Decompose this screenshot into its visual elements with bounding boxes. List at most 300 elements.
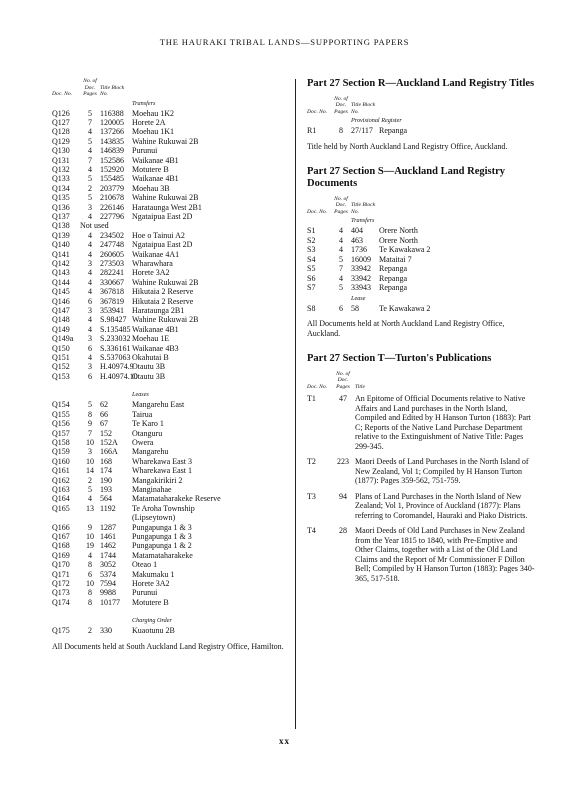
table-cell: Manginahae <box>132 484 172 494</box>
table-cell: 210678 <box>100 193 124 203</box>
table-cell: S8 <box>307 303 316 313</box>
table-cell: Q157 <box>52 428 70 438</box>
table-cell: Q126 <box>52 108 70 118</box>
table-cell: Q161 <box>52 466 70 476</box>
table-cell: Hikutaia 2 Reserve <box>132 296 194 306</box>
table-cell: 5 <box>88 174 92 184</box>
table-row <box>52 240 284 249</box>
table-cell: 3052 <box>100 560 116 570</box>
table-cell: 7 <box>88 117 92 127</box>
table-cell: 234502 <box>100 230 124 240</box>
col-title: Title <box>355 383 365 390</box>
section-r-note: Title held by North Auckland Land Registry Office, Auckland. <box>307 141 508 151</box>
table-cell: 5 <box>88 400 92 410</box>
table-cell: 4 <box>88 127 92 137</box>
table-cell: S5 <box>307 264 316 273</box>
table-cell: 2 <box>88 626 92 636</box>
table-cell: Q154 <box>52 400 70 410</box>
table-row <box>52 287 284 296</box>
table-cell: Te Kawakawa 2 <box>379 245 431 254</box>
table-row <box>52 278 284 287</box>
table-cell: 1287 <box>100 522 116 532</box>
table-cell: 137266 <box>100 127 124 137</box>
table-cell: 193 <box>100 484 112 494</box>
table-cell: Pungapunga 1 & 3 <box>132 522 192 532</box>
col-doc-pages: No. of Doc. Pages <box>336 370 350 390</box>
table-cell: 6 <box>88 569 92 579</box>
table-cell: 3 <box>88 306 92 316</box>
table-cell: R1 <box>307 126 317 135</box>
table-cell: Repanga <box>379 283 407 292</box>
table-cell: 5 <box>88 193 92 203</box>
section-r-headers <box>307 96 535 116</box>
table-cell: Purunui <box>132 146 158 156</box>
col-doc-pages: No. of Doc. Pages <box>334 95 348 115</box>
table-cell: Kuaotunu 2B <box>132 626 175 636</box>
table-cell: Wharekawa East 1 <box>132 466 192 476</box>
table-cell: Q139 <box>52 230 70 240</box>
table-row <box>52 579 284 588</box>
table-cell: Q135 <box>52 193 70 203</box>
table-cell: 3 <box>88 362 92 372</box>
table-cell: 10 <box>86 579 94 588</box>
table-cell: 152586 <box>100 155 124 165</box>
table-cell: 190 <box>100 475 112 485</box>
table-cell: 4 <box>88 277 92 287</box>
table-cell: Mangarehu East <box>132 400 185 410</box>
running-header: THE HAURAKI TRIBAL LANDS—SUPPORTING PAPERS <box>159 37 410 47</box>
table-cell: 273503 <box>100 259 124 268</box>
table-cell: 7 <box>339 264 343 273</box>
table-row <box>52 127 284 136</box>
table-cell: An Epitome of Official Documents relative to Native Affairs and Land purchases in the North Island, Compiled and Edited by H Hanson Turton (1883): Part C; Reports of the Native Land Purchase Department relative to the Extinguishment of Native Title: Pages 299-345. <box>355 394 531 451</box>
table-cell: Q156 <box>52 419 70 429</box>
table-cell: T2 <box>307 457 316 466</box>
table-row <box>52 137 284 146</box>
table-cell: 28 <box>339 526 347 535</box>
section-r-title: Part 27 Section R—Auckland Land Registry Titles <box>307 78 535 89</box>
table-cell: Purunui <box>132 588 158 598</box>
table-cell: Repanga <box>379 264 407 273</box>
table-cell: Q171 <box>52 569 70 579</box>
table-cell: 27/117 <box>351 126 373 135</box>
table-cell: Mataitai 7 <box>379 254 412 264</box>
table-row <box>307 457 535 486</box>
table-cell: Motutere B <box>132 597 169 607</box>
table-cell <box>100 513 132 522</box>
col-doc-no: Doc. No. <box>307 108 328 115</box>
table-cell: Orere North <box>379 235 418 245</box>
section-s-rows-lease <box>307 304 535 314</box>
table-cell: 6 <box>88 371 92 381</box>
table-cell: Owera <box>132 437 154 447</box>
table-cell: Hikutaia 2 Reserve <box>132 287 194 297</box>
table-cell: Waikanae 4B3 <box>132 343 179 353</box>
table-cell: 9 <box>88 522 92 532</box>
table-cell: 146839 <box>100 146 124 156</box>
col-doc-no: Doc. No. <box>52 91 73 97</box>
table-cell: 247748 <box>100 240 124 250</box>
table-cell: 4 <box>88 494 92 504</box>
table-cell: 7 <box>88 428 92 438</box>
table-cell: Q173 <box>52 588 70 598</box>
table-cell: Q136 <box>52 202 70 212</box>
table-cell: 4 <box>88 230 92 240</box>
table-cell: T4 <box>307 526 316 535</box>
table-cell: Waikanae 4B1 <box>132 324 179 334</box>
table-cell: T3 <box>307 491 316 501</box>
table-cell: Q143 <box>52 268 70 278</box>
table-cell: 226146 <box>100 202 124 212</box>
table-cell <box>100 221 132 230</box>
table-cell: 282241 <box>100 268 124 278</box>
table-cell: Q147 <box>52 306 70 316</box>
table-row <box>52 457 284 466</box>
table-row <box>52 353 284 362</box>
table-cell: Moehau 3B <box>132 183 170 193</box>
group-gap <box>52 607 284 615</box>
table-cell: 404 <box>351 226 363 235</box>
table-row <box>307 264 535 274</box>
table-cell: 3 <box>88 202 92 212</box>
table-cell: Plans of Land Purchases in the North Island of New Zealand; Vol 1, Province of Auckland (1877): Plans referring to Coromandel, Hauraki and Piako Districts. <box>355 491 528 520</box>
table-row <box>52 438 284 447</box>
table-cell: 4 <box>88 240 92 250</box>
table-row <box>307 304 535 314</box>
table-cell: 62 <box>100 400 108 410</box>
table-row <box>52 259 284 268</box>
table-row <box>52 325 284 334</box>
table-cell: Q164 <box>52 494 70 504</box>
table-cell: Orere North <box>379 226 418 235</box>
table-row <box>307 492 535 521</box>
table-cell: 463 <box>351 235 363 245</box>
table-cell: 4 <box>88 315 92 325</box>
table-row <box>52 532 284 541</box>
table-row <box>52 297 284 306</box>
table-cell: S1 <box>307 226 316 235</box>
table-cell: Q172 <box>52 579 70 588</box>
table-cell: Q132 <box>52 164 70 174</box>
table-cell: 8 <box>88 597 92 607</box>
table-cell: 47 <box>339 394 347 403</box>
table-cell: Oteao 1 <box>132 560 158 570</box>
table-row <box>52 221 284 230</box>
col-title-block: Title Block No. <box>100 84 125 97</box>
table-row <box>52 315 284 324</box>
table-cell: 5 <box>339 283 343 292</box>
table-cell: Moehau 1E <box>132 334 170 344</box>
table-cell: 152920 <box>100 164 124 174</box>
section-t <box>307 353 535 583</box>
table-cell: Ngataipua East 2D <box>132 211 193 221</box>
table-cell: Okahutai B <box>132 353 169 363</box>
table-row <box>52 193 284 202</box>
table-cell: 2 <box>88 183 92 193</box>
table-cell: 4 <box>339 226 343 235</box>
table-row <box>52 109 284 118</box>
table-cell: Q149 <box>52 324 70 334</box>
table-cell: Ngataipua East 2D <box>132 240 193 250</box>
table-cell: S6 <box>307 273 316 283</box>
table-cell <box>80 513 100 522</box>
table-cell: Matamataharakeke <box>132 550 193 560</box>
table-cell: 4 <box>339 235 343 245</box>
table-cell: 330 <box>100 626 112 636</box>
table-cell: 1744 <box>100 550 116 560</box>
table-row <box>307 283 535 293</box>
table-cell: 4 <box>339 273 343 283</box>
table-row <box>52 250 284 259</box>
table-cell: Q169 <box>52 550 70 560</box>
table-row <box>52 551 284 560</box>
group-label: Transfers <box>132 99 156 107</box>
section-s-sublabel-lease: Lease <box>351 294 366 302</box>
table-cell: Makumaku 1 <box>132 569 175 579</box>
table-cell: Repanga <box>379 273 407 283</box>
table-cell: 8 <box>88 560 92 570</box>
table-cell: Pungapunga 1 & 3 <box>132 531 192 541</box>
table-cell: S.233032 <box>100 334 131 344</box>
group-gap <box>52 381 284 389</box>
table-row <box>52 560 284 569</box>
table-cell: 155485 <box>100 174 124 184</box>
page-number: xx <box>279 736 290 746</box>
table-cell: 7 <box>88 155 92 165</box>
table-cell: Horete 3A2 <box>132 268 170 278</box>
table-cell: Q134 <box>52 183 70 193</box>
table-row <box>52 429 284 438</box>
table-cell: Wahine Rukuwai 2B <box>132 315 199 325</box>
table-cell: Horete 2A <box>132 117 166 127</box>
table-row <box>307 245 535 255</box>
table-row <box>307 526 535 583</box>
table-cell: Q144 <box>52 277 70 287</box>
table-cell: 4 <box>88 211 92 221</box>
table-cell: S.98427 <box>100 315 127 325</box>
table-cell: Q167 <box>52 531 70 541</box>
table-cell <box>52 513 80 522</box>
table-cell: Moehau 1K2 <box>132 108 174 118</box>
table-row <box>52 476 284 485</box>
table-cell: 330667 <box>100 277 124 287</box>
table-cell: S7 <box>307 283 316 292</box>
table-cell: (Lipseytown) <box>132 513 176 523</box>
left-column-headers <box>52 78 284 98</box>
table-row <box>307 255 535 265</box>
table-cell: Maori Deeds of Land Purchases in the North Island of New Zealand, Vol 1; Compiled by H Hanson Turton (1877): Pages 359-562, 751-759. <box>355 457 529 485</box>
table-cell: 67 <box>100 419 108 429</box>
table-cell: 4 <box>88 324 92 334</box>
table-cell: Q129 <box>52 136 70 146</box>
table-cell: 5 <box>88 136 92 146</box>
table-cell: Q145 <box>52 287 70 297</box>
table-cell: 33942 <box>351 273 371 283</box>
table-cell: 94 <box>339 491 347 501</box>
table-row <box>52 146 284 155</box>
table-cell: Otautu 3B <box>132 371 166 381</box>
table-row <box>52 268 284 277</box>
left-column <box>52 78 284 652</box>
table-cell: 223 <box>337 457 349 466</box>
table-cell: 4 <box>88 287 92 297</box>
table-cell: S2 <box>307 235 316 245</box>
table-cell: 166A <box>100 447 118 457</box>
section-s-title: Part 27 Section S—Auckland Land Registry Documents <box>307 165 506 189</box>
table-cell: Tairua <box>132 409 153 419</box>
table-row <box>52 118 284 127</box>
col-doc-pages: No. of Doc. Pages <box>83 78 97 97</box>
table-cell: Te Karo 1 <box>132 419 164 429</box>
table-cell: 1462 <box>100 541 116 551</box>
table-cell: 152A <box>100 437 118 447</box>
table-cell: Wharekawa East 3 <box>132 456 192 466</box>
section-s <box>307 166 535 340</box>
table-cell: Q166 <box>52 522 70 532</box>
table-row <box>52 231 284 240</box>
table-cell: H.40974.9 <box>100 362 134 372</box>
table-cell: 152 <box>100 428 112 438</box>
table-cell: 1736 <box>351 245 367 254</box>
table-cell: 120005 <box>100 117 124 127</box>
table-row <box>52 203 284 212</box>
table-cell: 3 <box>88 259 92 268</box>
table-row <box>307 394 535 451</box>
table-row <box>52 541 284 550</box>
table-cell: Q141 <box>52 249 70 259</box>
table-cell: Q128 <box>52 127 70 137</box>
table-cell: Q150 <box>52 343 70 353</box>
table-cell: Repanga <box>379 126 407 135</box>
col-doc-pages: No. of Doc. Pages <box>334 195 348 215</box>
table-cell: Q174 <box>52 597 70 607</box>
table-cell: 16009 <box>351 254 371 264</box>
table-cell: Q163 <box>52 484 70 494</box>
table-cell: 1461 <box>100 531 116 541</box>
col-doc-no: Doc. No. <box>307 208 328 215</box>
table-cell: 564 <box>100 494 112 504</box>
table-cell: Waikanae 4A1 <box>132 249 180 259</box>
table-cell: 4 <box>88 353 92 363</box>
table-row <box>52 504 284 513</box>
table-cell: 367819 <box>100 296 124 306</box>
table-cell: Te Kawakawa 2 <box>379 303 431 313</box>
table-cell: Q146 <box>52 296 70 306</box>
table-cell: Q142 <box>52 259 70 268</box>
table-row <box>307 236 535 246</box>
table-row <box>52 485 284 494</box>
table-cell: Otautu 3B <box>132 362 166 372</box>
table-cell: Q168 <box>52 541 70 551</box>
table-cell: 5 <box>88 484 92 494</box>
table-cell: 19 <box>86 541 94 551</box>
table-row <box>52 419 284 428</box>
table-cell: 4 <box>88 550 92 560</box>
group-label: Charging Order <box>132 617 172 625</box>
table-cell: Maori Deeds of Old Land Purchases in New Zealand from the Year 1815 to 1840, with Pre-Emptive and Other Claims, together with a List of the Old Land Claims and the Report of Mr Commissioner F Dillon Bell; Compiled by H Hanson Turton (1883): Pages 340-365, 517-518. <box>355 526 535 583</box>
table-row <box>52 334 284 343</box>
left-table <box>52 98 284 636</box>
section-s-note: All Documents held at North Auckland Land Registry Office, Auckland. <box>307 319 505 338</box>
section-r-sublabel: Provisional Register <box>351 117 402 124</box>
table-cell: 10 <box>86 456 94 466</box>
table-cell: Q158 <box>52 437 70 447</box>
right-column <box>307 78 535 597</box>
table-cell: 174 <box>100 466 112 476</box>
table-cell: Wahine Rukuwai 2B <box>132 193 199 203</box>
table-cell: 14 <box>86 466 94 476</box>
table-cell: 3 <box>88 447 92 457</box>
table-cell: 6 <box>88 343 92 353</box>
table-row <box>307 274 535 284</box>
table-cell: 9 <box>88 419 92 429</box>
table-cell: Moehau 1K1 <box>132 127 174 137</box>
table-cell: Q138 <box>52 221 70 231</box>
table-cell: 203779 <box>100 183 124 193</box>
table-cell: 10 <box>86 531 94 541</box>
table-cell: Waikanae 4B1 <box>132 155 179 165</box>
table-cell: Q160 <box>52 456 70 466</box>
table-cell: Q152 <box>52 362 70 372</box>
table-cell: 8 <box>88 409 92 419</box>
table-row <box>52 588 284 597</box>
table-cell: Harataunga West 2B1 <box>132 202 202 212</box>
table-cell: Q175 <box>52 626 70 636</box>
col-title-block: Title Block No. <box>351 102 376 115</box>
table-cell: Wahine Rukuwai 2B <box>132 277 199 287</box>
col-title-block: Title Block No. <box>351 202 376 215</box>
table-row <box>52 362 284 371</box>
table-cell: S.537063 <box>100 353 131 363</box>
table-cell: 143835 <box>100 136 124 146</box>
table-cell: 9988 <box>100 588 116 598</box>
table-cell: Q137 <box>52 211 70 221</box>
table-cell: Wahine Rukuwai 2B <box>132 136 199 146</box>
table-cell: Motutere B <box>132 164 169 174</box>
table-cell: Q148 <box>52 315 70 325</box>
table-cell: H.40974.10 <box>100 371 138 381</box>
table-cell: Q140 <box>52 240 70 250</box>
table-cell: Q165 <box>52 503 70 513</box>
section-s-headers <box>307 196 535 216</box>
table-row <box>52 400 284 409</box>
section-r-rows <box>307 126 535 136</box>
table-cell: Q162 <box>52 475 70 485</box>
section-s-sublabel-transfers: Transfers <box>351 217 375 224</box>
table-cell: Otanguru <box>132 428 163 438</box>
table-row <box>52 372 284 381</box>
table-row <box>52 212 284 221</box>
table-cell: Mangarehu <box>132 447 169 457</box>
section-t-headers <box>307 371 535 391</box>
table-row <box>52 344 284 353</box>
table-cell: 33942 <box>351 264 371 273</box>
table-cell: Q130 <box>52 146 70 156</box>
table-cell: 66 <box>100 409 108 419</box>
table-row <box>52 513 284 522</box>
table-cell: 10177 <box>100 597 120 607</box>
table-cell: Q159 <box>52 447 70 457</box>
col-doc-no: Doc. No. <box>307 383 328 390</box>
table-cell: 5 <box>339 254 343 264</box>
table-cell: 4 <box>88 249 92 259</box>
table-cell: 33943 <box>351 283 371 292</box>
table-cell: 116388 <box>100 108 124 118</box>
table-cell: 6 <box>88 296 92 306</box>
table-cell: Pungapunga 1 & 2 <box>132 541 192 551</box>
table-cell: Not used <box>80 221 109 231</box>
table-row <box>52 306 284 315</box>
